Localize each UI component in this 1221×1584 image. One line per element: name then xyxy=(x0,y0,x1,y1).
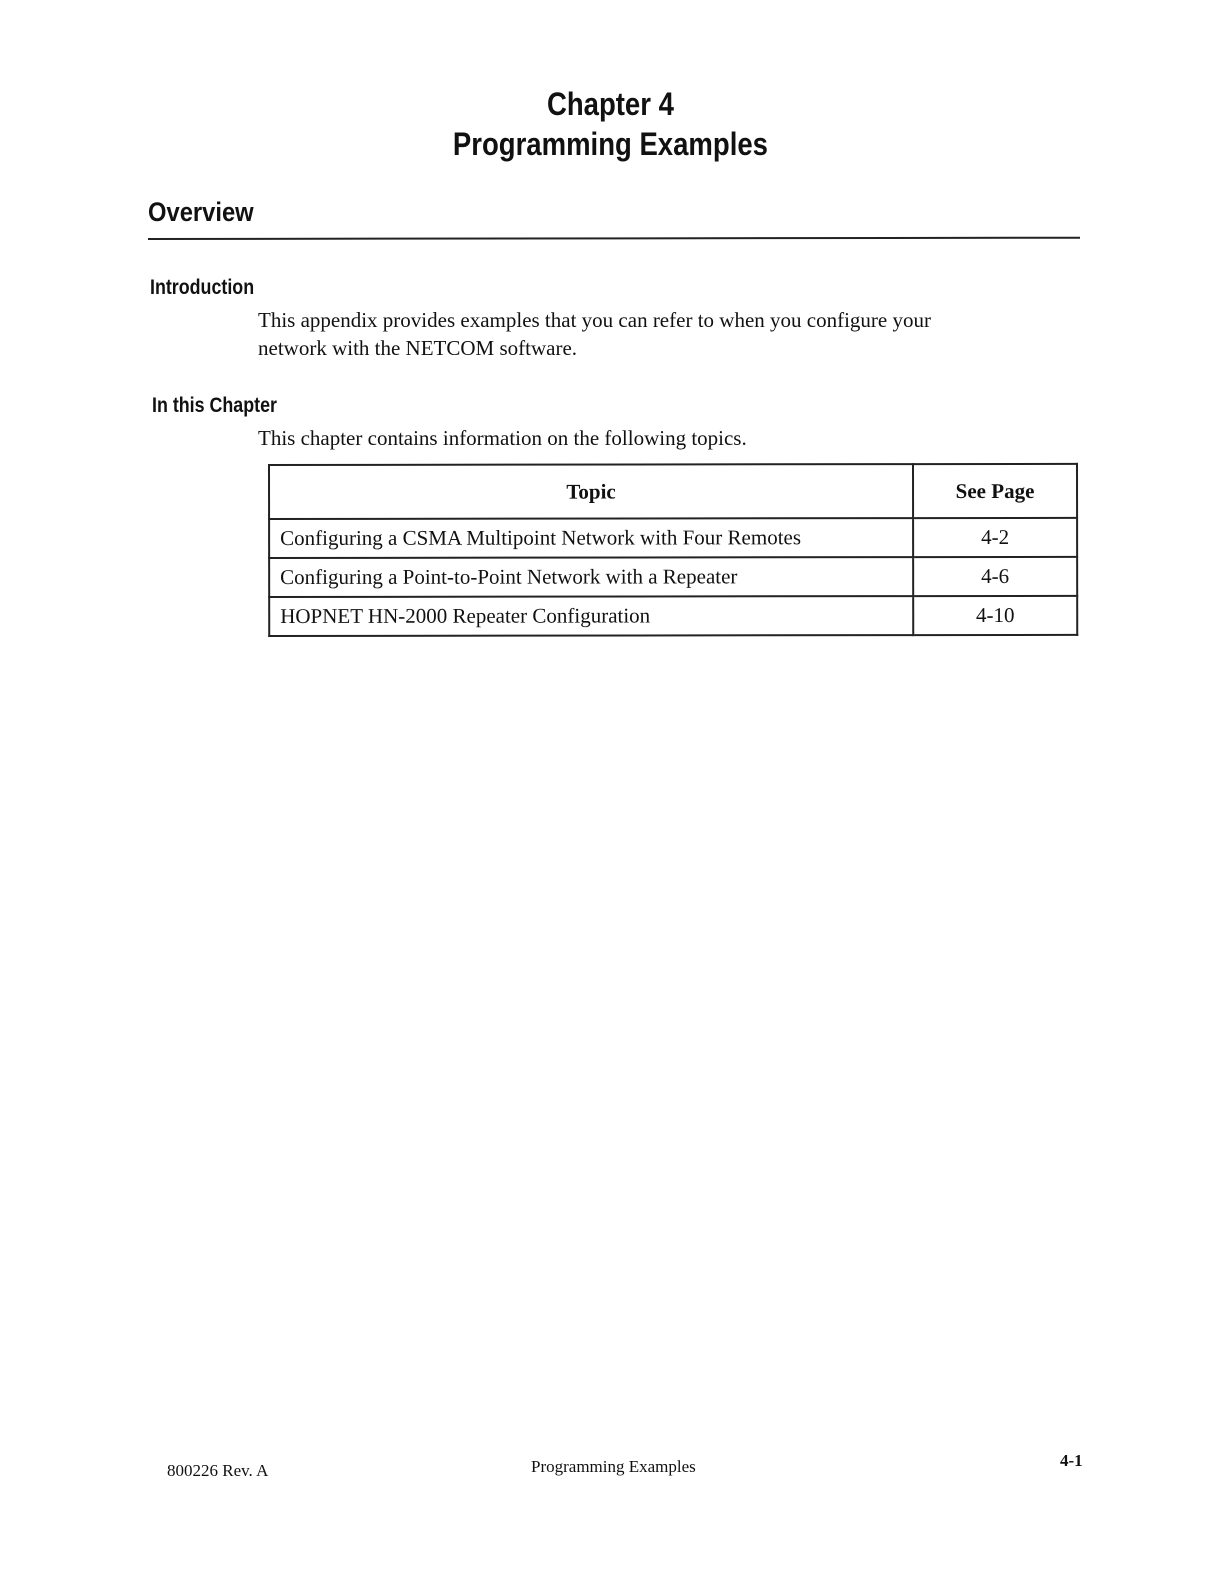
in-this-chapter-heading: In this Chapter xyxy=(152,394,277,417)
topic-cell: HOPNET HN-2000 Repeater Configuration xyxy=(269,596,913,636)
footer-doc-id: 800226 Rev. A xyxy=(167,1461,269,1480)
chapter-title xyxy=(85,84,1135,164)
topic-cell: Configuring a CSMA Multipoint Network with Four Remotes xyxy=(269,518,913,558)
introduction-line-2: network with the NETCOM software. xyxy=(258,336,578,360)
topic-column-header: Topic xyxy=(269,464,913,519)
topics-table xyxy=(268,463,1078,637)
topic-cell: Configuring a Point-to-Point Network with a Repeater xyxy=(269,557,913,597)
chapter-name: Programming Examples xyxy=(452,126,768,162)
footer-section: Programming Examples xyxy=(531,1457,696,1476)
table-header-row xyxy=(269,464,1077,519)
chapter-number: Chapter 4 xyxy=(546,86,674,122)
section-divider xyxy=(148,237,1080,240)
page-cell: 4-2 xyxy=(913,518,1077,557)
introduction-line-1: This appendix provides examples that you can refer to when you configure your xyxy=(258,308,931,332)
see-page-column-header: See Page xyxy=(913,464,1077,518)
in-this-chapter-text: This chapter contains information on the following topics. xyxy=(258,426,747,450)
introduction-heading: Introduction xyxy=(150,276,255,299)
page-cell: 4-6 xyxy=(913,557,1077,596)
table-row xyxy=(269,518,1077,558)
introduction-text xyxy=(258,306,1058,362)
footer-page-number: 4-1 xyxy=(1060,1451,1083,1470)
table-row xyxy=(269,557,1077,597)
overview-heading: Overview xyxy=(148,197,254,227)
page-cell: 4-10 xyxy=(913,596,1077,635)
table-row xyxy=(269,596,1077,636)
